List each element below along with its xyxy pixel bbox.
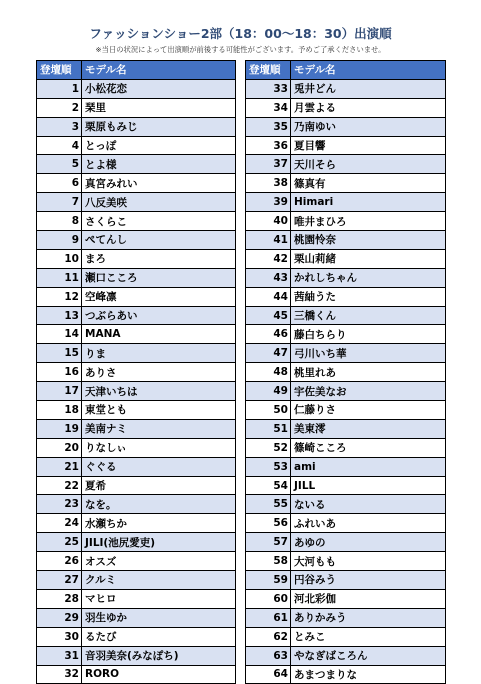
table-row [246,325,446,344]
order-number: 27 [37,571,82,590]
table-row [246,401,446,420]
model-name: ふれいあ [291,514,446,533]
model-name: 桃園怜奈 [291,231,446,250]
model-name: あゆの [291,533,446,552]
order-number: 53 [246,457,291,476]
order-number: 38 [246,174,291,193]
order-number: 11 [37,268,82,287]
order-number: 39 [246,193,291,212]
order-number: 63 [246,646,291,665]
model-name: 唯井まひろ [291,212,446,231]
table-row [246,231,446,250]
table-row [37,401,236,420]
order-number: 43 [246,268,291,287]
table-row [246,98,446,117]
model-name: 栗原もみじ [82,117,236,136]
order-number: 23 [37,495,82,514]
table-row [246,155,446,174]
table-header-row [246,61,446,80]
order-number: 29 [37,608,82,627]
table-row [246,627,446,646]
table-row [37,627,236,646]
order-number: 5 [37,155,82,174]
order-number: 31 [37,646,82,665]
table-row [37,514,236,533]
order-number: 21 [37,457,82,476]
model-name: 東堂とも [82,401,236,420]
table-row [37,344,236,363]
order-number: 59 [246,571,291,590]
model-name: 仁藤りさ [291,401,446,420]
model-name: やなぎばころん [291,646,446,665]
model-name: 栗山莉緒 [291,249,446,268]
order-number: 49 [246,382,291,401]
table-row [246,476,446,495]
order-number: 33 [246,79,291,98]
table-row [246,174,446,193]
order-number: 61 [246,608,291,627]
model-name: 乃南ゆい [291,117,446,136]
order-number: 41 [246,231,291,250]
table-row [246,646,446,665]
model-name: 篠崎こころ [291,438,446,457]
model-name: 弓川いち華 [291,344,446,363]
model-name: ぐぐる [82,457,236,476]
model-name: ありさ [82,363,236,382]
order-number: 2 [37,98,82,117]
table-row [246,514,446,533]
model-name: 八反美咲 [82,193,236,212]
table-row [37,98,236,117]
model-name: 篠真有 [291,174,446,193]
table-row [246,117,446,136]
table-row [246,457,446,476]
order-number: 60 [246,589,291,608]
table-row [37,117,236,136]
table-row [37,79,236,98]
table-row [37,571,236,590]
order-number: 45 [246,306,291,325]
model-name: 夏希 [82,476,236,495]
table-row [37,476,236,495]
order-number: 15 [37,344,82,363]
table-row [246,665,446,684]
model-name: 夏目響 [291,136,446,155]
table-row [246,363,446,382]
table-row [37,382,236,401]
table-row [37,608,236,627]
order-number: 13 [37,306,82,325]
table-row [37,231,236,250]
table-row [37,552,236,571]
table-row [246,419,446,438]
model-name: 美東澪 [291,419,446,438]
order-number: 44 [246,287,291,306]
model-name: 桃里れあ [291,363,446,382]
header-order: 登壇順 [246,61,291,80]
order-number: 8 [37,212,82,231]
order-number: 17 [37,382,82,401]
order-number: 6 [37,174,82,193]
table-row [37,646,236,665]
table-row [37,533,236,552]
model-name: 羽生ゆか [82,608,236,627]
order-number: 4 [37,136,82,155]
table-row [37,419,236,438]
order-number: 30 [37,627,82,646]
model-name: 水瀬ちか [82,514,236,533]
model-name: 月雲よる [291,98,446,117]
model-name: 美南ナミ [82,419,236,438]
table-row [246,79,446,98]
table-row [246,249,446,268]
table-row [37,268,236,287]
header-order: 登壇順 [37,61,82,80]
model-name: 宇佐美なお [291,382,446,401]
order-number: 40 [246,212,291,231]
table-row [246,495,446,514]
table-row [246,193,446,212]
table-header-row [37,61,236,80]
model-name: オスズ [82,552,236,571]
table-row [246,306,446,325]
model-name: りなしぃ [82,438,236,457]
model-name: 兎井どん [291,79,446,98]
order-number: 57 [246,533,291,552]
order-number: 64 [246,665,291,684]
model-name: マヒロ [82,589,236,608]
model-name: JILL [291,476,446,495]
table-row [37,287,236,306]
order-number: 37 [246,155,291,174]
model-name: 三橋くん [291,306,446,325]
model-name: ぺてんし [82,231,236,250]
order-number: 1 [37,79,82,98]
order-number: 51 [246,419,291,438]
order-number: 25 [37,533,82,552]
order-number: 34 [246,98,291,117]
model-name: ami [291,457,446,476]
order-number: 42 [246,249,291,268]
table-row [246,438,446,457]
page-title: ファッションショー2部（18：00～18：30）出演順 [89,26,392,41]
model-name: 瀬口こころ [82,268,236,287]
order-number: 62 [246,627,291,646]
order-number: 9 [37,231,82,250]
table-row [37,495,236,514]
order-number: 56 [246,514,291,533]
order-number: 58 [246,552,291,571]
order-number: 32 [37,665,82,684]
model-name: 天津いちは [82,382,236,401]
table-row [246,608,446,627]
order-number: 54 [246,476,291,495]
table-row [37,212,236,231]
model-name: MANA [82,325,236,344]
table-row [246,571,446,590]
order-number: 50 [246,401,291,420]
order-number: 52 [246,438,291,457]
model-name: かれしちゃん [291,268,446,287]
model-name: 空峰凛 [82,287,236,306]
order-number: 16 [37,363,82,382]
model-name: ないる [291,495,446,514]
order-number: 10 [37,249,82,268]
model-name: 円谷みう [291,571,446,590]
table-row [37,457,236,476]
table-row [246,287,446,306]
table-row [37,155,236,174]
table-row [37,438,236,457]
model-name: とっぽ [82,136,236,155]
model-name: 河北彩伽 [291,589,446,608]
model-name: るたび [82,627,236,646]
order-number: 35 [246,117,291,136]
table-row [246,268,446,287]
model-name: なを。 [82,495,236,514]
model-name: 大河もも [291,552,446,571]
table-row [37,136,236,155]
model-name: さくらこ [82,212,236,231]
model-name: RORO [82,665,236,684]
order-number: 18 [37,401,82,420]
order-number: 12 [37,287,82,306]
table-row [37,249,236,268]
model-name: つぶらあい [82,306,236,325]
table-row [246,589,446,608]
model-name: 茜紬うた [291,287,446,306]
order-number: 20 [37,438,82,457]
order-number: 14 [37,325,82,344]
model-name: JILI(池尻愛吏) [82,533,236,552]
header-model-name: モデル名 [291,61,446,80]
model-name: 天川そら [291,155,446,174]
table-row [37,325,236,344]
order-number: 36 [246,136,291,155]
model-name: Himari [291,193,446,212]
table-row [246,136,446,155]
order-number: 46 [246,325,291,344]
table-row [37,665,236,684]
lineup-table-right [245,60,446,684]
table-row [246,533,446,552]
order-number: 47 [246,344,291,363]
order-number: 24 [37,514,82,533]
order-number: 7 [37,193,82,212]
model-name: あまつまりな [291,665,446,684]
notice-text: ※当日の状況によって出演順が前後する可能性がございます。予めご了承くださいませ。 [95,45,386,54]
table-row [246,344,446,363]
model-name: とみこ [291,627,446,646]
order-number: 48 [246,363,291,382]
model-name: クルミ [82,571,236,590]
order-number: 28 [37,589,82,608]
table-row [246,552,446,571]
model-name: 音羽美奈(みなぽち) [82,646,236,665]
model-name: 琹里 [82,98,236,117]
table-row [37,589,236,608]
order-number: 26 [37,552,82,571]
table-row [246,382,446,401]
model-name: とよ様 [82,155,236,174]
table-row [37,363,236,382]
model-name: 真宮みれい [82,174,236,193]
header-model-name: モデル名 [82,61,236,80]
table-row [37,306,236,325]
model-name: りま [82,344,236,363]
order-number: 3 [37,117,82,136]
table-row [37,193,236,212]
order-number: 22 [37,476,82,495]
table-row [246,212,446,231]
model-name: まろ [82,249,236,268]
table-row [37,174,236,193]
order-number: 55 [246,495,291,514]
lineup-table-left [36,60,236,684]
model-name: ありかみう [291,608,446,627]
model-name: 藤白ちらり [291,325,446,344]
order-number: 19 [37,419,82,438]
model-name: 小松花恋 [82,79,236,98]
